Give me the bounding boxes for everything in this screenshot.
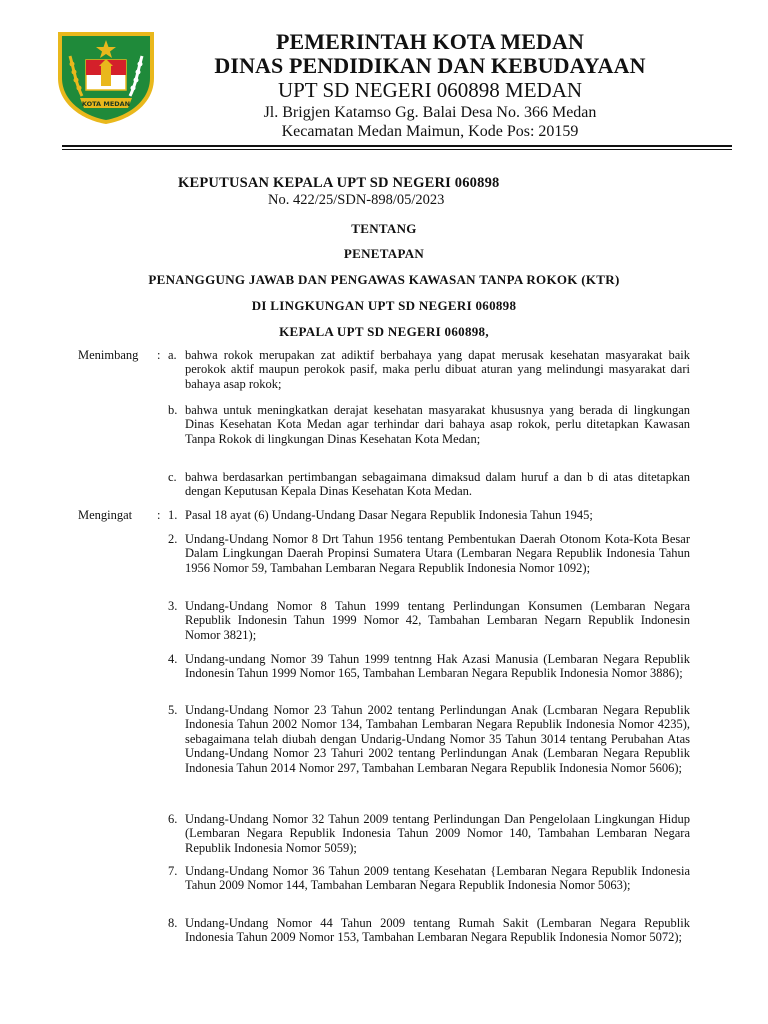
item-text: bahwa rokok merupakan zat adiktif berbahaya yang dapat merusak kesehatan masyarakat baik perokok aktif maupun perokok pasif, maka perlu dibuat aturan yang melindungi masyarakat dari bahaya asap rokok; bbox=[185, 348, 690, 391]
item-marker: a. bbox=[168, 348, 177, 362]
letterhead-address: Jl. Brigjen Katamso Gg. Balai Desa No. 366 Medan bbox=[263, 104, 597, 121]
decree-number: No. 422/25/SDN-898/05/2023 bbox=[268, 192, 445, 208]
item-marker: c. bbox=[168, 470, 177, 484]
item-text: Undang-Undang Nomor 32 Tahun 2009 tentang Perlindungan Dan Pengelolaan Lingkungan Hidup (Lembaran Negara Republik Indonesia Tahun 2009 Nomor 140, Tambahan Lembaran Negara Republik Indonesia Nomor 5059); bbox=[185, 812, 690, 855]
item-marker: 6. bbox=[168, 812, 178, 826]
decree-title: KEPUTUSAN KEPALA UPT SD NEGERI 060898 bbox=[178, 175, 500, 191]
item-text: Undang-Undang Nomor 23 Tahun 2002 tentang Perlindungan Anak (Lcmbaran Negara Republik Indonesia Tahun 2002 Nomor 134, Tambahan Lembaran Negara Republik Indonesia Nomor 4235), sebagaimana telah diubah dengan Undarig-Undang Nomor 35 Tahun 3014 tentang Perubahan Atas Undang-Undang Nomor 23 Tahuri 2002 tentang Perlindungan Anak (Lembaran Negara Republik Indonesia Tahun 2014 Nomor 297, Tambahan Lembaran Negara Republik Indonesia Nomor 5606); bbox=[185, 703, 690, 775]
mengingat-label: Mengingat bbox=[78, 508, 133, 522]
item-text: Undang-Undang Nomor 44 Tahun 2009 tentang Rumah Sakit (Lembaran Negara Republik Indonesia Tahun 2009 Nomor 153, Tambahan Lembaran Negara Republik Indonesia Nomor 5072); bbox=[185, 916, 690, 945]
item-text: Undang-Undang Nomor 8 Drt Tahun 1956 tentang Pembentukan Daerah Otonom Kota-Kota Besar Dalam Lingkungan Daerah Propinsi Sumatera Utara (Lembaran Negara Republik Indonesia Tahun 1956 Nomor 59, Tambahan Lembaran Negara Republik Indonesia Nomor 1092); bbox=[185, 532, 690, 575]
item-marker: 4. bbox=[168, 652, 178, 666]
mengingat-item-7 bbox=[168, 864, 690, 893]
menimbang-item-a bbox=[168, 348, 690, 391]
kepala-heading: KEPALA UPT SD NEGERI 060898, bbox=[279, 324, 489, 339]
item-marker: 5. bbox=[168, 703, 178, 717]
item-marker: 8. bbox=[168, 916, 178, 930]
mengingat-item-2 bbox=[168, 532, 690, 575]
item-text: Undang-undang Nomor 39 Tahun 1999 tentnng Hak Azasi Manusia (Lembaran Negara Republik Indonesin Tahun 1999 Nomor 165, Tambahan Lembaran Negara Republik Indonesia Nomor 3886); bbox=[185, 652, 690, 681]
subject-line-2: DI LINGKUNGAN UPT SD NEGERI 060898 bbox=[251, 298, 517, 313]
letterhead-line-3: UPT SD NEGERI 060898 MEDAN bbox=[277, 78, 583, 102]
item-marker: 1. bbox=[168, 508, 178, 522]
item-marker: 7. bbox=[168, 864, 178, 878]
tentang-heading: TENTANG bbox=[351, 221, 417, 236]
penetapan-heading: PENETAPAN bbox=[343, 246, 425, 261]
mengingat-item-1 bbox=[168, 508, 690, 522]
mengingat-item-4 bbox=[168, 652, 690, 681]
item-text: Undang-Undang Nomor 8 Tahun 1999 tentang Perlindungan Konsumen (Lembaran Negara Republik Indonesin Tahun 1999 Nomor 42, Tambahan Lembaran Negarn Republik Indonesin Nomor 3821); bbox=[185, 599, 690, 642]
item-text: bahwa untuk meningkatkan derajat kesehatan masyarakat khususnya yang berada di lingkungan Dinas Kesehatan Kota Medan agar terhindar dari bahaya asap rokok, perlu ditetapkan Kawasan Tanpa Rokok di lingkungan Dinas Kesehatan Kota Medan; bbox=[185, 403, 690, 446]
item-marker: b. bbox=[168, 403, 178, 417]
item-marker: 3. bbox=[168, 599, 178, 613]
item-text: bahwa berdasarkan pertimbangan sebagaimana dimaksud dalam huruf a dan b di atas ditetapkan dengan Keputusan Kepala Dinas Kesehatan Kota Medan. bbox=[185, 470, 690, 499]
menimbang-colon: : bbox=[157, 348, 161, 362]
letterhead-line-1: PEMERINTAH KOTA MEDAN bbox=[275, 29, 585, 54]
mengingat-item-3 bbox=[168, 599, 690, 642]
kota-medan-emblem-icon bbox=[52, 26, 160, 126]
item-text: Undang-Undang Nomor 36 Tahun 2009 tentang Kesehatan {Lembaran Negara Republik Indonesia Tahun 2009 Nomor 144, Tambahan Lembaran Negara Republik Indonesia Nomor 5063); bbox=[185, 864, 690, 893]
item-text: Pasal 18 ayat (6) Undang-Undang Dasar Negara Republik Indonesia Tahun 1945; bbox=[185, 508, 593, 522]
mengingat-item-5 bbox=[168, 703, 690, 775]
menimbang-item-c bbox=[168, 470, 690, 499]
mengingat-colon: : bbox=[157, 508, 161, 522]
letterhead-district: Kecamatan Medan Maimun, Kode Pos: 20159 bbox=[281, 123, 579, 140]
letterhead-line-2: DINAS PENDIDIKAN DAN KEBUDAYAAN bbox=[214, 53, 646, 78]
mengingat-item-8 bbox=[168, 916, 690, 945]
menimbang-label: Menimbang bbox=[78, 348, 139, 362]
letterhead bbox=[170, 30, 690, 141]
mengingat-item-6 bbox=[168, 812, 690, 855]
item-marker: 2. bbox=[168, 532, 178, 546]
subject-line-1: PENANGGUNG JAWAB DAN PENGAWAS KAWASAN TANPA ROKOK (KTR) bbox=[148, 272, 620, 287]
svg-text:KOTA MEDAN: KOTA MEDAN bbox=[81, 100, 131, 108]
menimbang-item-b bbox=[168, 403, 690, 446]
letterhead-rule-thin bbox=[62, 149, 732, 150]
letterhead-rule-thick bbox=[62, 145, 732, 147]
